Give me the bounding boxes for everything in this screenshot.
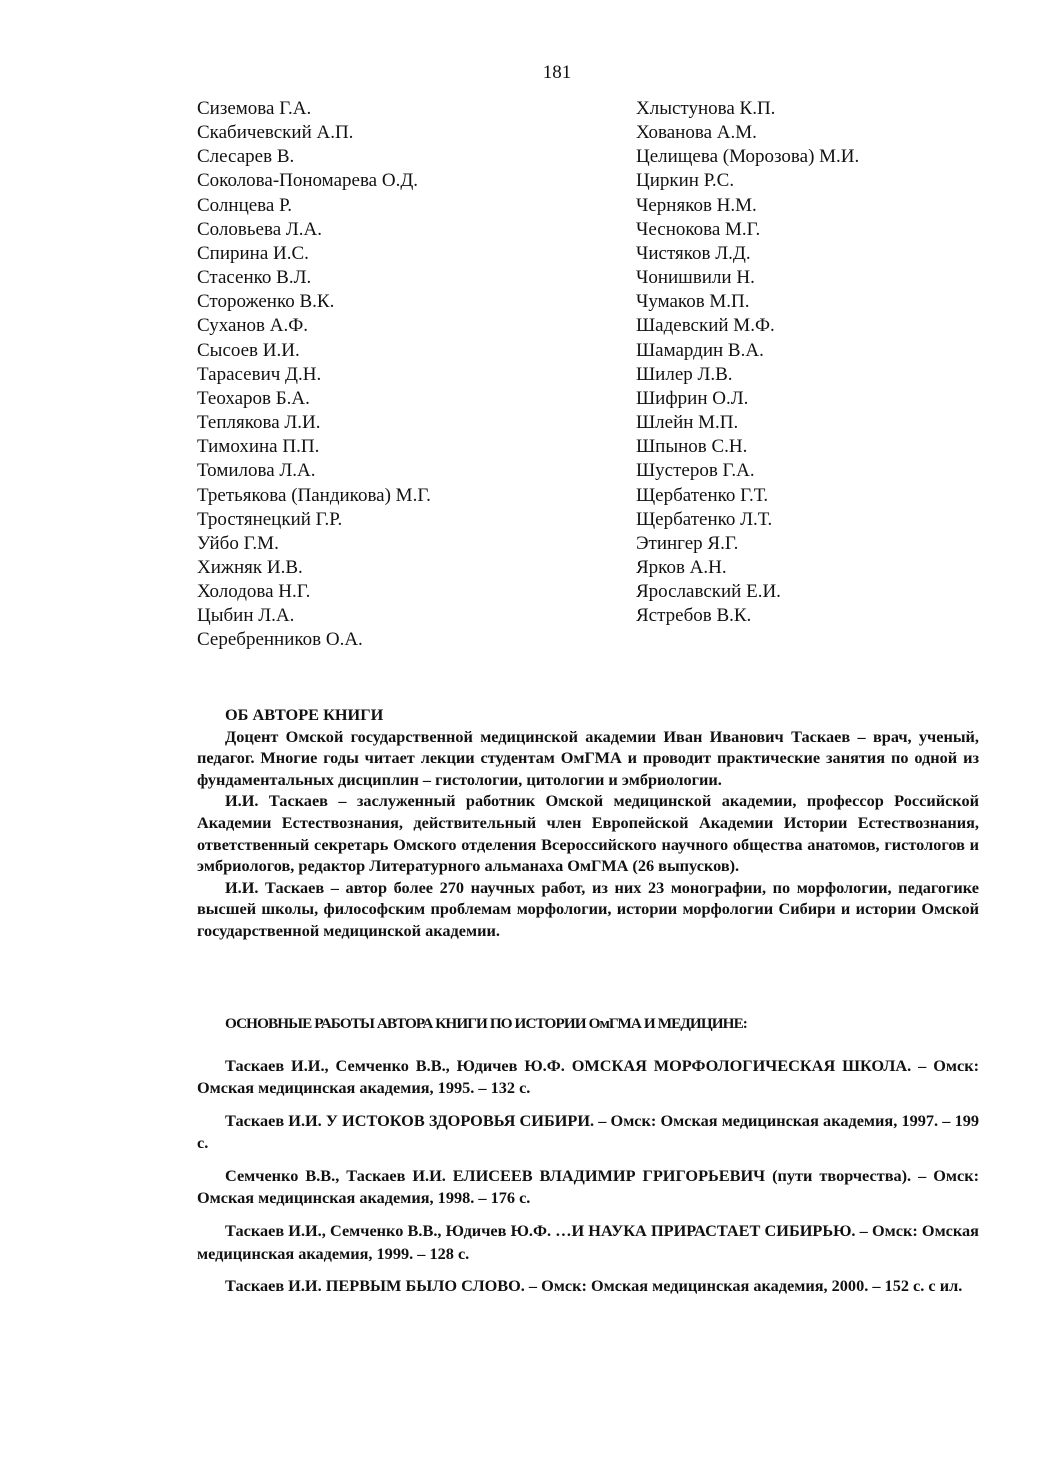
- name-entry: Тимохина П.П.: [197, 436, 320, 458]
- name-entry: Суханов А.Ф.: [197, 315, 309, 337]
- names-list-left: [197, 97, 431, 653]
- about-author-paragraph: И.И. Таскаев – автор более 270 научных работ, из них 23 монографии, по морфологии, педагогике высшей школы, философским проблемам морфологии, истории морфологии Сибири и истории Омской государственной медицинской академии.: [197, 877, 979, 940]
- name-entry: Щербатенко Г.Т.: [636, 484, 769, 506]
- about-author-paragraph: Доцент Омской государственной медицинской академии Иван Иванович Таскаев – врач, ученый, педагог. Многие годы читает лекции студентам ОмГМА и проводит практические занятия по одной из фундаментальных дисциплин – гистологии, цитологии и эмбриологии.: [197, 726, 979, 789]
- name-entry: Этингер Я.Г.: [636, 532, 739, 554]
- page-number: 181: [542, 62, 572, 83]
- name-entry: Спирина И.С.: [197, 242, 309, 264]
- name-entry: Щербатенко Л.Т.: [636, 508, 773, 530]
- works-list: [197, 1055, 979, 1308]
- name-entry: Хижняк И.В.: [197, 556, 303, 578]
- name-entry: Стасенко В.Л.: [197, 267, 312, 289]
- name-entry: Чумаков М.П.: [636, 291, 750, 313]
- name-entry: Черняков Н.М.: [636, 194, 757, 216]
- work-entry: Таскаев И.И., Семченко В.В., Юдичев Ю.Ф. ОМСКАЯ МОРФОЛОГИЧЕСКАЯ ШКОЛА. – Омск: Омская медицинская академия, 1995. – 132 с.: [197, 1056, 979, 1098]
- name-entry: Шустеров Г.А.: [636, 460, 755, 482]
- names-list-right: [636, 97, 859, 628]
- name-entry: Тростянецкий Г.Р.: [197, 508, 343, 530]
- name-entry: Скабичевский А.П.: [197, 122, 354, 144]
- about-author-section: [197, 704, 979, 942]
- name-entry: Третьякова (Пандикова) М.Г.: [197, 484, 431, 506]
- name-entry: Теплякова Л.И.: [197, 412, 321, 434]
- name-entry: Циркин Р.С.: [636, 170, 735, 192]
- name-entry: Томилова Л.А.: [197, 460, 316, 482]
- name-entry: Серебренников О.А.: [197, 629, 363, 651]
- name-entry: Ястребов В.К.: [636, 605, 752, 627]
- name-entry: Шифрин О.Л.: [636, 387, 749, 409]
- name-entry: Слесарев В.: [197, 146, 295, 168]
- name-entry: Сиземова Г.А.: [197, 98, 312, 119]
- name-entry: Хлыстунова К.П.: [636, 98, 776, 119]
- name-entry: Шпынов С.Н.: [636, 436, 748, 458]
- name-entry: Холодова Н.Г.: [197, 581, 311, 603]
- name-entry: Солнцева Р.: [197, 194, 293, 216]
- name-entry: Уйбо Г.М.: [197, 532, 279, 554]
- name-entry: Шлейн М.П.: [636, 412, 739, 434]
- work-entry: Таскаев И.И., Семченко В.В., Юдичев Ю.Ф. …И НАУКА ПРИРАСТАЕТ СИБИРЬЮ. – Омск: Омская медицинская академия, 1999. – 128 с.: [197, 1221, 979, 1263]
- name-entry: Сысоев И.И.: [197, 339, 300, 361]
- name-entry: Ярославский Е.И.: [636, 581, 781, 603]
- name-entry: Чистяков Л.Д.: [636, 242, 751, 264]
- work-entry: Таскаев И.И. У ИСТОКОВ ЗДОРОВЬЯ СИБИРИ. – Омск: Омская медицинская академия, 1997. – 199 с.: [197, 1111, 979, 1153]
- work-entry: Таскаев И.И. ПЕРВЫМ БЫЛО СЛОВО. – Омск: Омская медицинская академия, 2000. – 152 с. с ил.: [225, 1276, 963, 1296]
- about-author-title: ОБ АВТОРЕ КНИГИ: [225, 705, 384, 724]
- work-entry: Семченко В.В., Таскаев И.И. ЕЛИСЕЕВ ВЛАДИМИР ГРИГОРЬЕВИЧ (пути творчества). – Омск: Омская медицинская академия, 1998. – 176 с.: [197, 1166, 979, 1208]
- name-entry: Стороженко В.К.: [197, 291, 335, 313]
- name-entry: Шадевский М.Ф.: [636, 315, 775, 337]
- name-entry: Целищева (Морозова) М.И.: [636, 146, 860, 168]
- name-entry: Ярков А.Н.: [636, 556, 727, 578]
- name-entry: Цыбин Л.А.: [197, 605, 295, 627]
- name-entry: Шилер Л.В.: [636, 363, 733, 385]
- name-entry: Тарасевич Д.Н.: [197, 363, 322, 385]
- name-entry: Чонишвили Н.: [636, 267, 755, 289]
- name-entry: Шамардин В.А.: [636, 339, 764, 361]
- about-author-paragraph: И.И. Таскаев – заслуженный работник Омской медицинской академии, профессор Российской Академии Естествознания, действительный член Европейской Академии Истории Естествознания, ответственный секретарь Омского отделения Всероссийского научного общества анатомов, гистологов и эмбриологов, редактор Литературного альманаха ОмГМА (26 выпусков).: [197, 791, 979, 876]
- name-entry: Чеснокова М.Г.: [636, 218, 761, 240]
- name-entry: Теохаров Б.А.: [197, 387, 310, 409]
- works-heading: ОСНОВНЫЕ РАБОТЫ АВТОРА КНИГИ ПО ИСТОРИИ ОмГМА И МЕДИЦИНЕ:: [225, 1015, 747, 1032]
- name-entry: Соколова-Пономарева О.Д.: [197, 170, 419, 192]
- name-entry: Соловьева Л.А.: [197, 218, 322, 240]
- name-entry: Хованова А.М.: [636, 122, 757, 144]
